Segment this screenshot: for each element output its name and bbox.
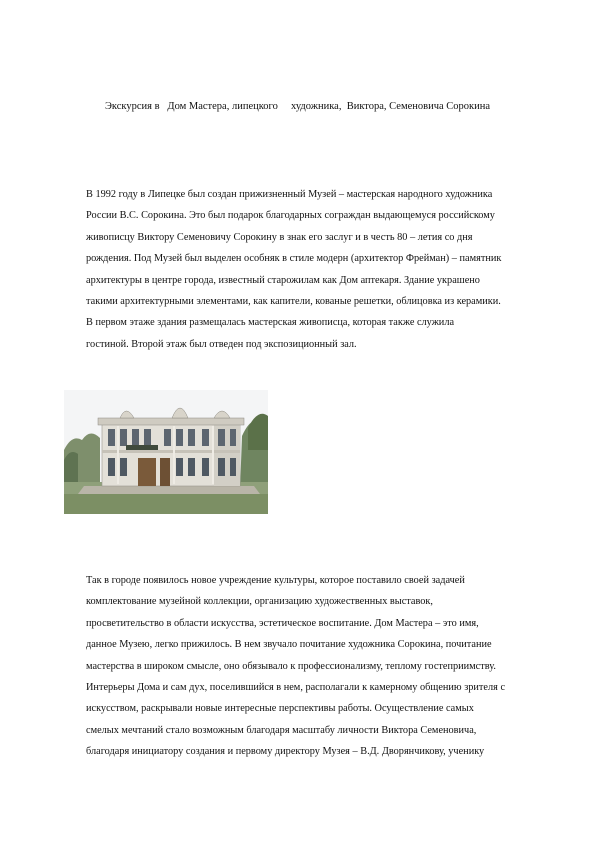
paragraph-history [86, 184, 556, 355]
paragraph-line: архитектуры в центре города, известный старожилам как Дом аптекаря. Здание украшено [86, 274, 480, 286]
paragraph-line: России В.С. Сорокина. Это был подарок благодарных сограждан выдающемуся российскому [86, 210, 495, 222]
paragraph-line: живописцу Виктору Семеновичу Сорокину в знак его заслуг и в честь 80 – летия со дня [86, 231, 473, 243]
paragraph-line: данное Музею, легко прижилось. В нем звучало почитание художника Сорокина, почитание [86, 639, 492, 651]
paragraph-line: просветительство в области искусства, эстетическое воспитание. Дом Мастера – это имя, [86, 617, 479, 629]
document-title: Экскурсия в Дом Мастера, липецкого художника, Виктора, Семеновича Сорокина [104, 101, 491, 112]
paragraph-line: В первом этаже здания размещалась мастерская живописца, которая также служила [86, 317, 455, 329]
museum-building-photo [64, 390, 268, 514]
paragraph-line: комплектование музейной коллекции, организацию художественных выставок, [86, 596, 433, 608]
paragraph-line: гостиной. Второй этаж был отведен под экспозиционный зал. [86, 338, 357, 350]
paragraph-line: В 1992 году в Липецке был создан прижизненный Музей – мастерская народного художника [86, 189, 493, 200]
paragraph-line: мастерства в широком смысле, оно обязывало к профессионализму, теплому гостеприимству. [86, 660, 496, 672]
paragraph-line: благодаря инициатору создания и первому директору Музея – В.Д. Дворянчикову, ученику [86, 746, 485, 758]
paragraph-line: искусством, раскрывали новые интересные перспективы работы. Осуществление самых [86, 703, 474, 715]
paragraph-line: смелых мечтаний стало возможным благодаря масштабу личности Виктора Семеновича, [86, 724, 477, 736]
paragraph-line: Так в городе появилось новое учреждение культуры, которое поставило своей задачей [86, 575, 465, 586]
paragraph-museum [86, 570, 556, 763]
paragraph-line: рождения. Под Музей был выделен особняк в стиле модерн (архитектор Фрейман) – памятник [86, 253, 502, 265]
paragraph-line: Интерьеры Дома и сам дух, поселившийся в нем, располагали к камерному общению зрителя с [86, 682, 506, 694]
paragraph-line: такими архитектурными элементами, как капители, кованые решетки, облицовка из керамики. [86, 296, 501, 308]
